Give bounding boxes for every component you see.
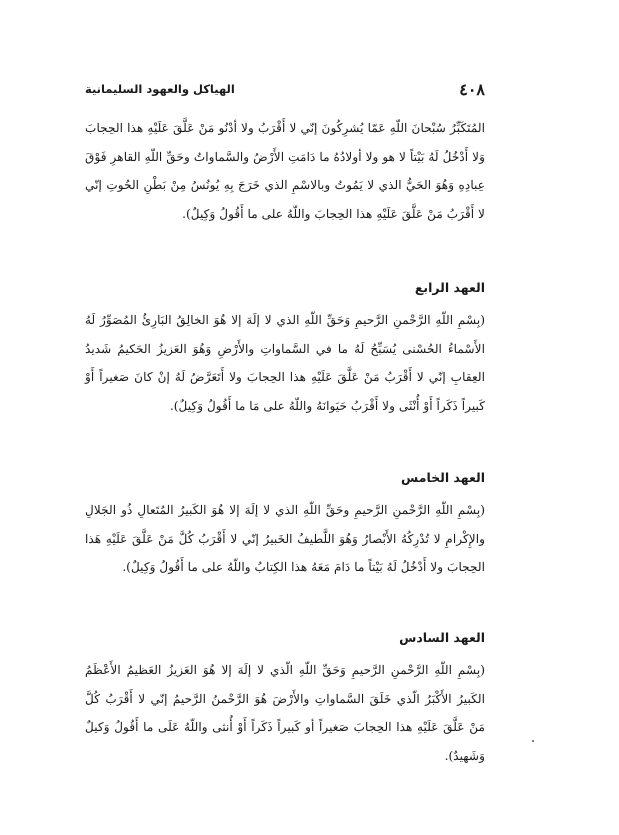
- section-text-sixth-covenant: (بِسْمِ اللّهِ الرَّحْمنِ الرَّحيمِ وَحَقِّ اللّهِ الّذي لا إلَهَ إلا هُوَ العَزيزُ العَظيمُ الأَعْظَمُ الكَبيرُ الأَكْبَرُ الّذي خَلَقَ السَّماواتِ والأَرْضَ هُوَ الرَّحْمنُ الرَّحيمُ إنّي لا أَقْرَبُ كُلَّ مَنْ عَلَّقَ عَلَيْهِ هذا الحِجابَ صَغيراً أو كَبيراً ذَكَراً أَوْ أُنثى واللّهُ عَلَى ما أَقُولُ وَكيلٌ وَشَهيدٌ).: [85, 663, 485, 763]
- book-title: الهياكل والعهود السليمانية: [85, 82, 235, 96]
- intro-paragraph: المُتَكَبِّرُ سُبْحانَ اللّهِ عَمّا يُشرِكُونَ إنّي لا أَقْرَبُ ولا أدْنُو مَنْ عَلَّقَ عَلَيْهِ هذا الحِجابَ وَلا أَدْخُلُ لَهُ بَيْتاً لا هو ولا أولادُهُ ما دَامَتِ الأَرْضُ والسَّماواتُ وحَقِّ اللّهِ القاهرِ فَوْقَ عِبادِهِ وَهُوَ الحَيُّ الذي لا يَمُوتُ وبالاسْمِ الذي خَرَجَ بِهِ يُونُسُ مِنْ بَطْنِ الحُوتِ إنّي لا أَقْرَبُ مَنْ عَلَّقَ عَلَيْهِ هذا الحِجابَ واللّهُ على ما أَقُولُ وَكِيلٌ).: [85, 121, 485, 221]
- section-heading-fifth-covenant: العهد الخامس: [401, 470, 485, 485]
- section-text-fifth-covenant: (بِسْمِ اللّهِ الرَّحْمنِ الرَّحيمِ وحَقِّ اللّهِ الذي لا إلَهَ إلا هُوَ الكَبيرُ المُتَعالِ ذُو الجَلالِ والإِكْرامِ لا تُدْرِكُهُ الأَبْصارُ وَهُوَ اللَّطيفُ الخَبيرُ إنّي لا أَقْرَبُ كُلَّ مَنْ عَلَّقَ عَلَيْهِ هَذا الحِجابَ ولا أَدْخُلُ لَهُ بَيْتاً ما دَامَ مَعَهُ هذا الكِتابُ واللّهُ على ما أَقُولُ وَكِيلٌ).: [85, 503, 485, 574]
- section-heading-sixth-covenant: العهد السادس: [399, 630, 485, 645]
- running-header: [85, 80, 485, 102]
- section-text-fourth-covenant: (بِسْمِ اللّهِ الرَّحْمنِ الرَّحيمِ وَحَقِّ اللّهِ الذي لا إلَهَ إلا هُوَ الخالِقُ البَارِئُ المُصَوِّرُ لَهُ الأَسْماءُ الحُسْنى يُسَبِّحُ لَهُ ما في السَّماواتِ والأَرْضِ وَهُوَ العَزيزُ الحَكيمُ شَديدُ العِقابِ إنّي لا أَقْرَبُ مَنْ عَلَّقَ عَلَيْهِ هذا الحِجابَ ولا أَتَعَرَّضُ لَهُ إنْ كانَ صَغيراً أَوْ كَبيراً ذَكَراً أَوْ أُنْثَى ولا أَقْرَبُ حَيَوانَهُ واللّهُ على مَا ما أَقُولُ وَكِيلٌ).: [85, 313, 485, 413]
- section-heading-fourth-covenant: العهد الرابع: [414, 280, 485, 295]
- margin-dot: [532, 740, 534, 742]
- page-number: ٤٠٨: [459, 80, 485, 99]
